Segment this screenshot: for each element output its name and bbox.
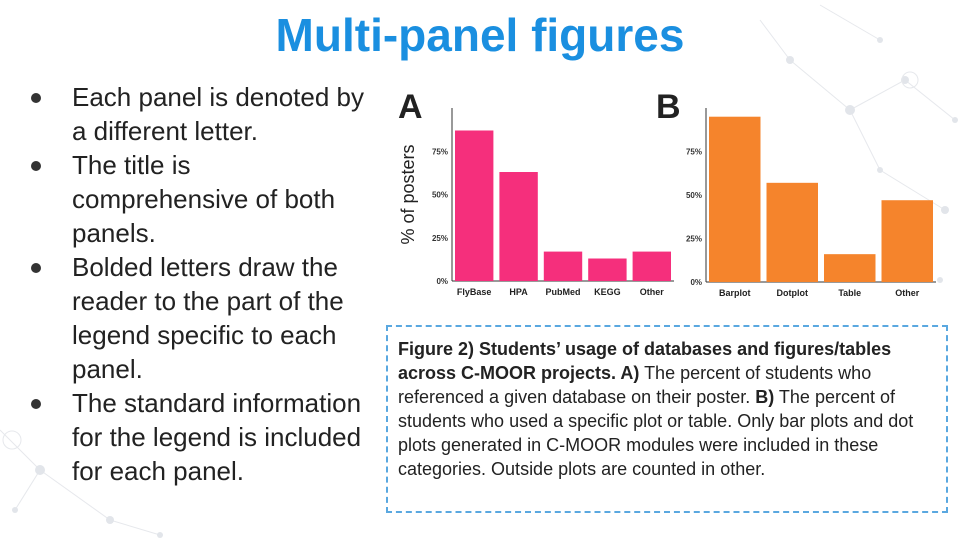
bullet-dot-icon <box>31 263 41 273</box>
x-tick-label: HPA <box>509 287 528 297</box>
y-tick-label: 0% <box>690 278 702 287</box>
bar-other <box>882 200 934 282</box>
x-tick-label: Table <box>838 288 862 298</box>
panel-a-letter: A <box>398 88 423 126</box>
y-tick-label: 25% <box>431 233 448 243</box>
y-tick-label: 50% <box>431 190 448 200</box>
y-tick-label: 0% <box>436 277 448 286</box>
bullet-item <box>28 250 368 386</box>
bullet-item <box>28 80 368 148</box>
bar-pubmed <box>544 252 582 281</box>
bar-hpa <box>499 172 537 281</box>
bullet-list <box>28 80 368 488</box>
x-tick-label: KEGG <box>594 287 621 297</box>
y-tick-label: 75% <box>685 147 702 157</box>
bullet-text: Bolded letters draw the reader to the part of the legend specific to each panel. <box>72 252 344 384</box>
bar-flybase <box>455 130 493 281</box>
bullet-text: The standard information for the legend is included for each panel. <box>72 388 362 486</box>
bullet-dot-icon <box>31 161 41 171</box>
bar-chart-panel-b <box>660 108 950 308</box>
x-tick-label: Other <box>895 288 920 298</box>
figure-caption <box>386 325 948 513</box>
y-axis-label: % of posters <box>398 144 418 245</box>
bar-chart-panel-a <box>398 108 678 308</box>
bar-dotplot <box>767 183 819 282</box>
y-tick-label: 75% <box>431 147 448 157</box>
x-tick-label: Barplot <box>719 288 751 298</box>
bullet-text: The title is comprehensive of both panels. <box>72 150 336 248</box>
bullet-item <box>28 386 368 488</box>
caption-text-a: The percent of students who referenced a given database on their poster. <box>398 363 872 407</box>
bullet-dot-icon <box>31 399 41 409</box>
bullet-dot-icon <box>31 93 41 103</box>
x-tick-label: PubMed <box>545 287 581 297</box>
caption-text-b: The percent of students who used a specific plot or table. Only bar plots and dot plots generated in C-MOOR modules were included in these categories. Outside plots are counted in other. <box>398 387 914 479</box>
bullet-item <box>28 148 368 250</box>
bar-barplot <box>709 117 761 282</box>
bullet-text: Each panel is denoted by a different letter. <box>72 82 364 146</box>
caption-title-bold: Figure 2) Students’ usage of databases and figures/tables across C-MOOR projects. A) <box>398 339 892 383</box>
bar-kegg <box>588 259 626 281</box>
x-tick-label: Other <box>639 287 664 297</box>
x-tick-label: FlyBase <box>456 287 492 297</box>
slide-title: Multi-panel figures <box>275 9 685 61</box>
y-tick-label: 50% <box>685 191 702 200</box>
panel-b-letter: B <box>656 88 681 126</box>
caption-b-bold: B) <box>755 387 775 407</box>
bar-table <box>824 254 876 282</box>
x-tick-label: Dotplot <box>776 288 808 298</box>
y-tick-label: 25% <box>685 234 702 244</box>
